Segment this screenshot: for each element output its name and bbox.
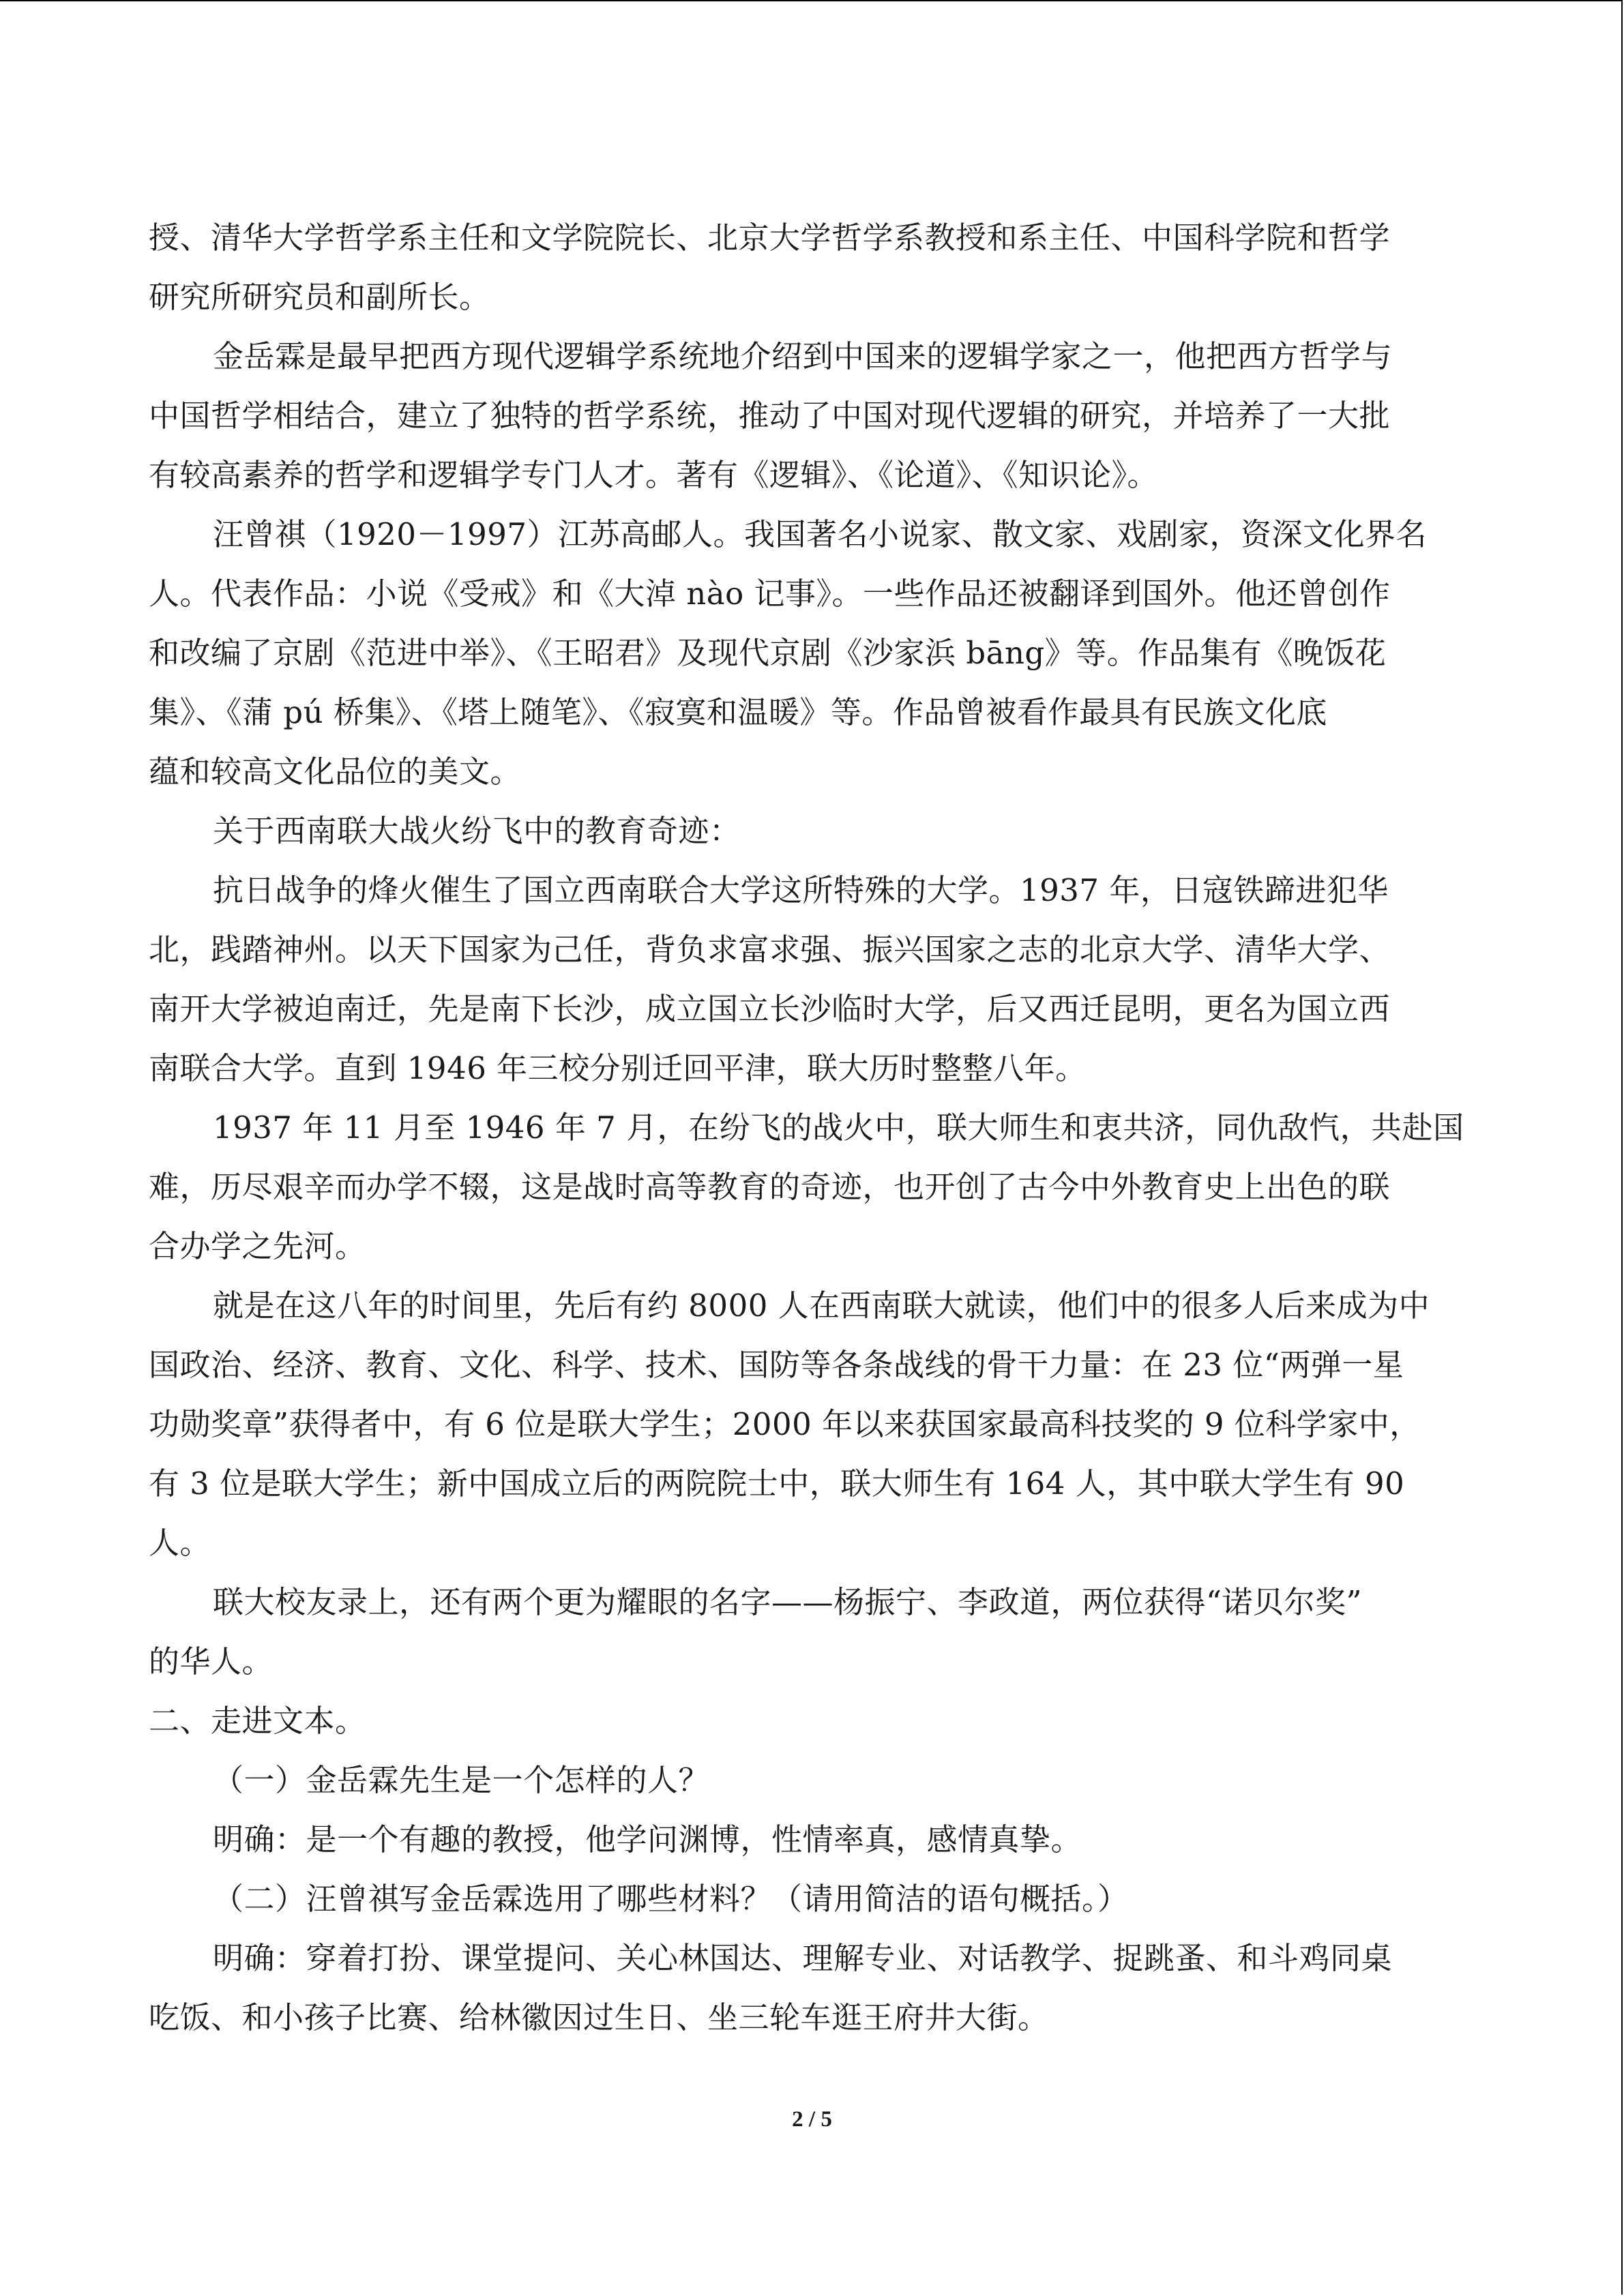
page-number: 2 / 5 bbox=[792, 2107, 832, 2132]
text-line: 合办学之先河。 bbox=[149, 1228, 366, 1264]
question-heading: （二）汪曾祺写金岳霖选用了哪些材料？（请用简洁的语句概括。） bbox=[213, 1881, 1129, 1917]
paragraph-start: 金岳霖是最早把西方现代逻辑学系统地介绍到中国来的逻辑学家之一，他把西方哲学与 bbox=[213, 338, 1393, 374]
text-line: 人。代表作品：小说《受戒》和《大淖 nào 记事》。一些作品还被翻译到国外。他还曾创作 bbox=[149, 576, 1391, 612]
paragraph-start: 汪曾祺（1920－1997）江苏高邮人。我国著名小说家、散文家、戏剧家，资深文化界名 bbox=[213, 516, 1428, 552]
answer-line: 明确：穿着打扮、课堂提问、关心林国达、理解专业、对话教学、捉跳蚤、和斗鸡同桌 bbox=[213, 1940, 1393, 1976]
text-line: 和改编了京剧《范进中举》、《王昭君》及现代京剧《沙家浜 bāng》等。作品集有《晚饭花 bbox=[149, 635, 1387, 671]
text-line: 中国哲学相结合，建立了独特的哲学系统，推动了中国对现代逻辑的研究，并培养了一大批 bbox=[149, 398, 1391, 434]
text-line: 南开大学被迫南迁，先是南下长沙，成立国立长沙临时大学，后又西迁昆明，更名为国立西 bbox=[149, 991, 1391, 1027]
section-heading: 二、走进文本。 bbox=[149, 1703, 366, 1739]
paragraph-start: 1937 年 11 月至 1946 年 7 月，在纷飞的战火中，联大师生和衷共济，同仇敌忾，共赴国 bbox=[213, 1109, 1464, 1146]
text-line: 有较高素养的哲学和逻辑学专门人才。著有《逻辑》、《论道》、《知识论》。 bbox=[149, 457, 1159, 493]
text-line: 有 3 位是联大学生；新中国成立后的两院院士中，联大师生有 164 人，其中联大学生有 90 bbox=[149, 1465, 1405, 1502]
paragraph-start: 就是在这八年的时间里，先后有约 8000 人在西南联大就读，他们中的很多人后来成为中 bbox=[213, 1287, 1430, 1324]
paragraph-start: 联大校友录上，还有两个更为耀眼的名字——杨振宁、李政道，两位获得“诺贝尔奖” bbox=[213, 1584, 1363, 1620]
text-line: 功勋奖章”获得者中，有 6 位是联大学生；2000 年以来获国家最高科技奖的 9 位科学家中， bbox=[149, 1406, 1421, 1442]
paragraph-start: 抗日战争的烽火催生了国立西南联合大学这所特殊的大学。1937 年，日寇铁蹄进犯华 bbox=[213, 872, 1389, 908]
document-body bbox=[149, 208, 1479, 2047]
text-line: 人。 bbox=[149, 1525, 211, 1561]
text-line: 研究所研究员和副所长。 bbox=[149, 279, 490, 315]
paragraph-start: 关于西南联大战火纷飞中的教育奇迹： bbox=[213, 813, 741, 849]
answer-line: 明确：是一个有趣的教授，他学问渊博，性情率真，感情真挚。 bbox=[213, 1821, 1082, 1858]
text-line: 北，践踏神州。以天下国家为己任，背负求富求强、振兴国家之志的北京大学、清华大学、 bbox=[149, 931, 1391, 968]
text-line: 南联合大学。直到 1946 年三校分别迁回平津，联大历时整整八年。 bbox=[149, 1050, 1087, 1086]
question-heading: （一）金岳霖先生是一个怎样的人？ bbox=[213, 1762, 710, 1798]
text-line: 国政治、经济、教育、文化、科学、技术、国防等各条战线的骨干力量：在 23 位“两弹一星 bbox=[149, 1347, 1404, 1383]
text-line: 难，历尽艰辛而办学不辍，这是战时高等教育的奇迹，也开创了古今中外教育史上出色的联 bbox=[149, 1169, 1391, 1205]
text-line: 吃饭、和小孩子比赛、给林徽因过生日、坐三轮车逛王府井大街。 bbox=[149, 1999, 1049, 2036]
text-line: 集》、《蒲 pú 桥集》、《塔上随笔》、《寂寞和温暖》等。作品曾被看作最具有民族文化底 bbox=[149, 694, 1327, 730]
text-line: 蕴和较高文化品位的美文。 bbox=[149, 754, 522, 790]
text-line: 的华人。 bbox=[149, 1643, 274, 1680]
text-line: 授、清华大学哲学系主任和文学院院长、北京大学哲学系教授和系主任、中国科学院和哲学 bbox=[149, 220, 1391, 256]
